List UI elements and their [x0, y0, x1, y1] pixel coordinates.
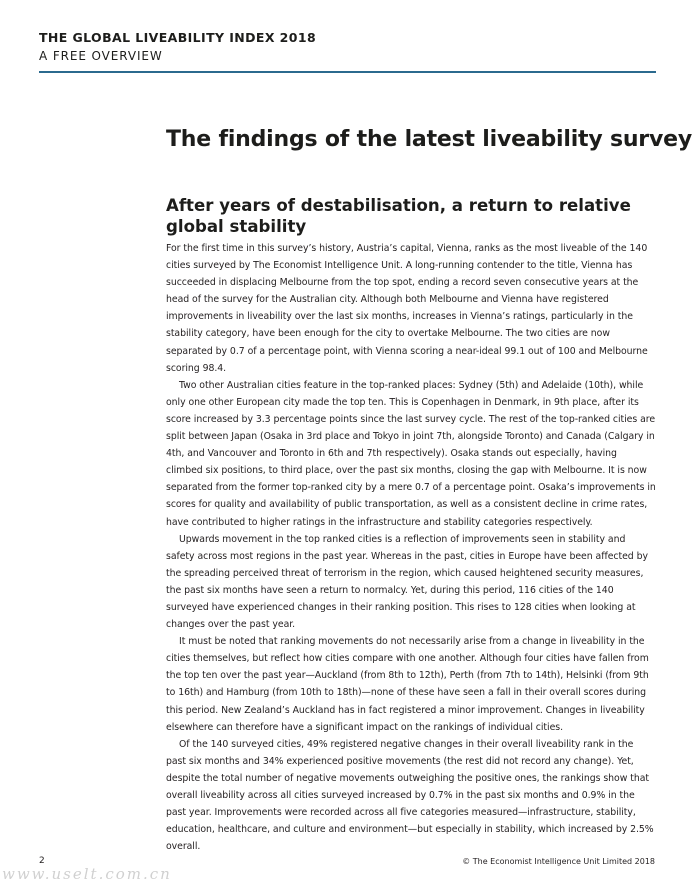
- copyright-notice: © The Economist Intelligence Unit Limited 2018: [462, 857, 655, 866]
- report-title: THE GLOBAL LIVEABILITY INDEX 2018: [39, 30, 317, 45]
- page-number: 2: [39, 856, 45, 866]
- section-heading: After years of destabilisation, a return to relative global stability: [166, 196, 631, 236]
- header-divider: [39, 71, 656, 73]
- watermark: www.uselt.com.cn: [2, 865, 172, 883]
- report-subtitle: A FREE OVERVIEW: [39, 49, 163, 63]
- paragraph: For the first time in this survey’s history, Austria’s capital, Vienna, ranks as the most liveable of the 140 cities surveyed by The Economist Intelligence Unit. A long-running contender to the title, Vienna has succeeded in displacing Melbourne from the top spot, ending a record seven consecutive years at the head of the survey for the Australian city. Although both Melbourne and Vienna have registered improvements in liveability over the last six months, increases in Vienna’s ratings, particularly in the stability category, have been enough for the city to overtake Melbourne. The two cities are now separated by 0.7 of a percentage point, with Vienna scoring a near-ideal 99.1 out of 100 and Melbourne scoring 98.4.: [166, 243, 648, 374]
- paragraph: It must be noted that ranking movements do not necessarily arise from a change in liveability in the cities themselves, but reflect how cities compare with one another. Although four cities have fallen from the top ten over the past year—Auckland (from 8th to 12th), Perth (from 7th to 14th), Helsinki (from 9th to 16th) and Hamburg (from 10th to 18th)—none of these have seen a fall in their overall scores during this period. New Zealand’s Auckland has in fact registered a minor improvement. Changes in liveability elsewhere can therefore have a significant impact on the rankings of individual cities.: [166, 636, 649, 733]
- paragraph: Two other Australian cities feature in the top-ranked places: Sydney (5th) and Adelaide (10th), while only one other European city made the top ten. This is Copenhagen in Denmark, in 9th place, after its score increased by 3.3 percentage points since the last survey cycle. The rest of the top-ranked cities are split between Japan (Osaka in 3rd place and Tokyo in joint 7th, alongside Toronto) and Canada (Calgary in 4th, and Vancouver and Toronto in 6th and 7th respectively). Osaka stands out especially, having climbed six positions, to third place, over the past six months, closing the gap with Melbourne. It is now separated from the former top-ranked city by a mere 0.7 of a percentage point. Osaka’s improvements in scores for quality and availability of public transportation, as well as a consistent decline in crime rates, have contributed to higher ratings in the infrastructure and stability categories respectively.: [166, 379, 656, 528]
- paragraph: Upwards movement in the top ranked cities is a reflection of improvements seen in stability and safety across most regions in the past year. Whereas in the past, cities in Europe have been affected by the spreading perceived threat of terrorism in the region, which caused heightened security measures, the past six months have seen a return to normalcy. Yet, during this period, 116 cities of the 140 surveyed have experienced changes in their ranking position. This rises to 128 cities when looking at changes over the past year.: [166, 533, 648, 631]
- paragraph: Of the 140 surveyed cities, 49% registered negative changes in their overall liveability rank in the past six months and 34% experienced positive movements (the rest did not record any change). Yet, despite the total number of negative movements outweighing the positive ones, the rankings show that overall liveability across all cities surveyed increased by 0.7% in the past six months and 0.9% in the past year. Improvements were recorded across all five categories measured—infrastructure, stability, education, healthcare, and culture and environment—but especially in stability, which increased by 2.5% overall.: [166, 738, 654, 853]
- page-title: The findings of the latest liveability survey: [166, 127, 692, 152]
- article-body: [166, 240, 656, 855]
